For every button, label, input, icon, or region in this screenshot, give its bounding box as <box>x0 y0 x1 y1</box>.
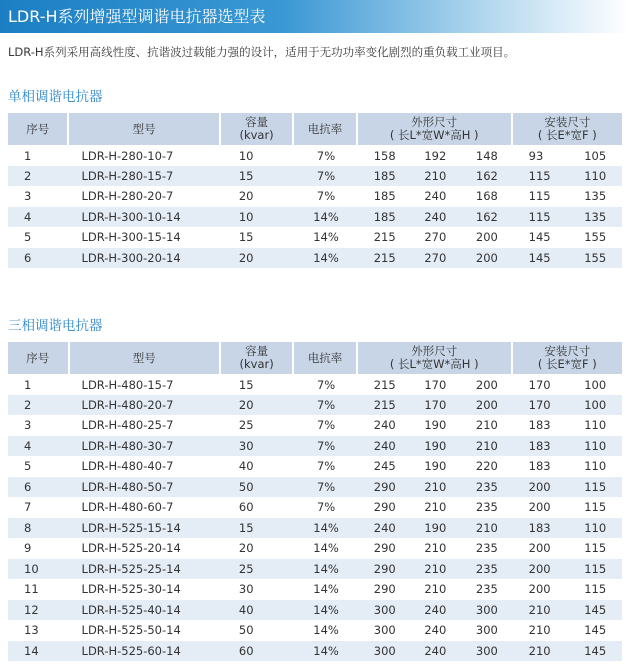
cell-length: 240 <box>358 518 410 539</box>
header-mounting-sub: ( 长E*宽F ) <box>537 357 597 371</box>
cell-capacity: 60 <box>221 641 294 662</box>
header-dimensions-label: 外形尺寸 <box>411 115 458 129</box>
cell-model: LDR-H-525-25-14 <box>70 559 221 580</box>
cell-mount-width: 145 <box>584 623 607 638</box>
cell-rate: 7% <box>316 500 336 515</box>
cell-index: 3 <box>24 418 32 433</box>
cell-capacity: 10 <box>221 207 294 228</box>
cell-capacity: 50 <box>238 623 254 638</box>
cell-capacity: 25 <box>221 559 294 580</box>
cell-width: 270 <box>424 230 447 245</box>
cell-rate: 7% <box>294 166 357 187</box>
cell-height: 235 <box>461 559 513 580</box>
cell-length: 215 <box>373 230 396 245</box>
cell-length: 290 <box>358 559 410 580</box>
cell-model: LDR-H-525-20-14 <box>81 541 181 556</box>
header-index: 序号 <box>8 342 70 374</box>
cell-capacity: 15 <box>221 518 294 539</box>
cell-length: 300 <box>358 641 410 662</box>
cell-rate: 7% <box>316 418 336 433</box>
header-capacity <box>221 113 294 145</box>
header-dimensions-sub: ( 长L*宽W*高H ) <box>389 357 479 371</box>
cell-mount-length: 200 <box>513 559 569 580</box>
three-phase-table <box>8 342 622 661</box>
cell-width: 210 <box>424 500 447 515</box>
cell-model: LDR-H-525-40-14 <box>70 600 221 621</box>
cell-mount-length: 115 <box>513 207 569 228</box>
cell-index: 8 <box>8 518 70 539</box>
cell-index: 6 <box>8 477 70 498</box>
cell-rate: 7% <box>316 189 336 204</box>
table-row <box>8 456 622 477</box>
cell-height: 220 <box>475 459 498 474</box>
cell-model: LDR-H-480-30-7 <box>70 436 221 457</box>
cell-model: LDR-H-525-60-14 <box>70 641 221 662</box>
cell-length: 215 <box>358 374 410 395</box>
cell-model: LDR-H-280-15-7 <box>69 166 220 187</box>
cell-length: 300 <box>358 600 410 621</box>
cell-rate: 14% <box>313 541 339 556</box>
cell-mount-width: 115 <box>568 559 622 580</box>
cell-length: 240 <box>373 418 396 433</box>
cell-mount-width: 110 <box>568 436 622 457</box>
cell-model: LDR-H-480-20-7 <box>70 395 221 416</box>
header-capacity-label: 容量 <box>245 115 269 129</box>
cell-model: LDR-H-525-30-14 <box>81 582 181 597</box>
cell-mount-length: 183 <box>528 418 551 433</box>
table-row <box>8 497 622 518</box>
cell-index: 1 <box>8 145 69 166</box>
cell-height: 200 <box>475 230 498 245</box>
cell-mount-width: 135 <box>568 207 622 228</box>
table-row <box>8 579 622 600</box>
cell-rate: 14% <box>294 207 357 228</box>
section-title-single-phase: 单相调谐电抗器 <box>8 89 103 105</box>
cell-mount-length: 183 <box>528 459 551 474</box>
cell-capacity: 50 <box>221 477 294 498</box>
cell-length: 185 <box>358 166 410 187</box>
cell-index: 10 <box>8 559 70 580</box>
cell-mount-width: 110 <box>584 459 607 474</box>
cell-rate: 7% <box>294 374 357 395</box>
table-row <box>8 248 622 269</box>
table-row <box>8 227 622 248</box>
single-phase-table <box>8 113 622 268</box>
header-dimensions-sub: ( 长L*宽W*高H ) <box>389 128 479 142</box>
cell-model: LDR-H-480-50-7 <box>70 477 221 498</box>
cell-width: 210 <box>410 166 462 187</box>
table-row <box>8 559 622 580</box>
cell-height: 200 <box>461 395 513 416</box>
cell-capacity: 40 <box>238 459 254 474</box>
header-mounting-label: 安装尺寸 <box>544 115 591 129</box>
cell-model: LDR-H-480-60-7 <box>81 500 174 515</box>
cell-height: 200 <box>461 374 513 395</box>
cell-rate: 7% <box>294 436 357 457</box>
cell-mount-length: 183 <box>513 436 569 457</box>
cell-index: 11 <box>24 582 39 597</box>
cell-mount-width: 115 <box>584 541 607 556</box>
cell-width: 190 <box>410 518 462 539</box>
cell-width: 210 <box>424 541 447 556</box>
cell-model: LDR-H-280-10-7 <box>69 145 220 166</box>
table-row <box>8 374 622 395</box>
cell-capacity: 30 <box>238 582 254 597</box>
cell-mount-width: 145 <box>568 600 622 621</box>
table-row <box>8 186 622 207</box>
header-model: 型号 <box>69 113 220 145</box>
cell-rate: 14% <box>294 559 357 580</box>
cell-index: 2 <box>8 395 70 416</box>
cell-mount-width: 155 <box>584 230 607 245</box>
cell-rate: 7% <box>294 145 357 166</box>
cell-capacity: 15 <box>221 374 294 395</box>
cell-mount-length: 200 <box>528 500 551 515</box>
cell-mount-length: 93 <box>513 145 569 166</box>
header-mounting-label: 安装尺寸 <box>544 344 591 358</box>
cell-height: 300 <box>461 600 513 621</box>
cell-mount-width: 145 <box>568 641 622 662</box>
cell-height: 210 <box>475 418 498 433</box>
cell-capacity: 25 <box>238 418 254 433</box>
cell-length: 290 <box>373 541 396 556</box>
cell-mount-length: 210 <box>513 641 569 662</box>
cell-width: 270 <box>410 248 462 269</box>
table-row <box>8 641 622 662</box>
cell-width: 240 <box>410 600 462 621</box>
cell-height: 300 <box>475 623 498 638</box>
cell-width: 192 <box>410 145 462 166</box>
cell-height: 200 <box>461 248 513 269</box>
cell-mount-length: 183 <box>513 518 569 539</box>
cell-model: LDR-H-300-15-14 <box>81 230 181 245</box>
header-dimensions <box>358 342 513 374</box>
header-capacity-unit: (kvar) <box>239 357 274 371</box>
table-row <box>8 207 622 228</box>
cell-mount-length: 145 <box>528 230 551 245</box>
cell-height: 162 <box>461 166 513 187</box>
cell-capacity: 30 <box>221 436 294 457</box>
cell-index: 1 <box>8 374 70 395</box>
cell-index: 14 <box>8 641 70 662</box>
cell-model: LDR-H-480-40-7 <box>81 459 174 474</box>
cell-index: 4 <box>8 436 70 457</box>
cell-rate: 14% <box>294 248 357 269</box>
table-row <box>8 538 622 559</box>
cell-length: 290 <box>373 500 396 515</box>
cell-mount-width: 100 <box>568 395 622 416</box>
cell-capacity: 20 <box>221 395 294 416</box>
cell-width: 210 <box>410 559 462 580</box>
cell-index: 2 <box>8 166 69 187</box>
cell-model: LDR-H-300-10-14 <box>69 207 220 228</box>
cell-rate: 14% <box>313 623 339 638</box>
cell-length: 158 <box>358 145 410 166</box>
table-row <box>8 166 622 187</box>
cell-length: 290 <box>358 477 410 498</box>
header-capacity-unit: (kvar) <box>239 128 274 142</box>
cell-mount-width: 115 <box>584 582 607 597</box>
cell-model: LDR-H-525-15-14 <box>70 518 221 539</box>
cell-width: 190 <box>424 459 447 474</box>
cell-rate: 7% <box>294 395 357 416</box>
cell-width: 240 <box>410 207 462 228</box>
cell-length: 215 <box>358 395 410 416</box>
cell-width: 190 <box>410 436 462 457</box>
header-mounting-sub: ( 长E*宽F ) <box>537 128 597 142</box>
cell-width: 170 <box>410 395 462 416</box>
cell-model: LDR-H-525-50-14 <box>81 623 181 638</box>
cell-mount-width: 110 <box>568 166 622 187</box>
table-header-row <box>8 113 622 145</box>
cell-rate: 7% <box>294 477 357 498</box>
cell-capacity: 20 <box>238 541 254 556</box>
cell-rate: 14% <box>313 582 339 597</box>
cell-mount-length: 200 <box>513 477 569 498</box>
cell-index: 12 <box>8 600 70 621</box>
cell-index: 9 <box>24 541 32 556</box>
cell-width: 190 <box>424 418 447 433</box>
cell-length: 185 <box>358 207 410 228</box>
cell-width: 210 <box>424 582 447 597</box>
cell-rate: 14% <box>313 230 339 245</box>
header-mounting <box>513 342 622 374</box>
cell-capacity: 20 <box>221 248 294 269</box>
description-text: LDR-H系列采用高线性度、抗谐波过载能力强的设计，适用于无功功率变化剧烈的重负载工业项目。 <box>8 45 516 59</box>
cell-height: 210 <box>461 518 513 539</box>
cell-width: 240 <box>424 623 447 638</box>
header-rate: 电抗率 <box>294 342 357 374</box>
cell-index: 5 <box>24 230 32 245</box>
cell-height: 168 <box>475 189 498 204</box>
cell-index: 6 <box>8 248 69 269</box>
cell-capacity: 10 <box>221 145 294 166</box>
cell-rate: 14% <box>294 600 357 621</box>
cell-capacity: 60 <box>238 500 254 515</box>
table-row <box>8 477 622 498</box>
cell-length: 185 <box>373 189 396 204</box>
cell-mount-length: 210 <box>528 623 551 638</box>
cell-index: 7 <box>24 500 32 515</box>
cell-height: 300 <box>461 641 513 662</box>
cell-mount-length: 200 <box>528 541 551 556</box>
cell-height: 162 <box>461 207 513 228</box>
header-capacity-label: 容量 <box>245 344 269 358</box>
cell-capacity: 15 <box>221 166 294 187</box>
cell-mount-length: 115 <box>513 166 569 187</box>
header-dimensions <box>358 113 513 145</box>
cell-rate: 7% <box>316 459 336 474</box>
cell-mount-length: 145 <box>513 248 569 269</box>
cell-width: 240 <box>410 641 462 662</box>
cell-mount-length: 210 <box>513 600 569 621</box>
table-row <box>8 600 622 621</box>
header-capacity <box>221 342 294 374</box>
cell-mount-width: 115 <box>584 500 607 515</box>
cell-width: 210 <box>410 477 462 498</box>
cell-width: 170 <box>410 374 462 395</box>
cell-mount-length: 200 <box>528 582 551 597</box>
cell-index: 5 <box>24 459 32 474</box>
section-title-three-phase: 三相调谐电抗器 <box>8 318 103 334</box>
cell-height: 235 <box>475 541 498 556</box>
header-dimensions-label: 外形尺寸 <box>411 344 458 358</box>
header-index: 序号 <box>8 113 69 145</box>
cell-mount-width: 135 <box>584 189 607 204</box>
cell-mount-width: 115 <box>568 477 622 498</box>
cell-rate: 14% <box>294 518 357 539</box>
cell-mount-length: 170 <box>513 374 569 395</box>
cell-model: LDR-H-300-20-14 <box>69 248 220 269</box>
page-title: LDR-H系列增强型调谐电抗器选型表 <box>8 7 266 26</box>
cell-height: 210 <box>461 436 513 457</box>
cell-mount-length: 170 <box>513 395 569 416</box>
header-model: 型号 <box>70 342 221 374</box>
cell-length: 300 <box>373 623 396 638</box>
cell-model: LDR-H-280-20-7 <box>81 189 174 204</box>
cell-capacity: 15 <box>238 230 254 245</box>
cell-length: 215 <box>358 248 410 269</box>
cell-width: 240 <box>424 189 447 204</box>
cell-height: 235 <box>475 582 498 597</box>
table-row <box>8 145 622 166</box>
cell-length: 290 <box>373 582 396 597</box>
title-bar <box>0 0 629 33</box>
cell-height: 235 <box>475 500 498 515</box>
cell-model: LDR-H-480-15-7 <box>70 374 221 395</box>
table-header-row <box>8 342 622 374</box>
cell-index: 13 <box>24 623 39 638</box>
header-mounting <box>513 113 622 145</box>
cell-capacity: 20 <box>238 189 254 204</box>
cell-mount-width: 155 <box>568 248 622 269</box>
cell-index: 3 <box>24 189 32 204</box>
cell-mount-width: 100 <box>568 374 622 395</box>
cell-height: 148 <box>461 145 513 166</box>
cell-mount-width: 105 <box>568 145 622 166</box>
cell-rate: 14% <box>294 641 357 662</box>
table-row <box>8 415 622 436</box>
table-row <box>8 518 622 539</box>
cell-model: LDR-H-480-25-7 <box>81 418 174 433</box>
table-row <box>8 436 622 457</box>
table-row <box>8 395 622 416</box>
cell-mount-width: 110 <box>568 518 622 539</box>
cell-mount-length: 115 <box>528 189 551 204</box>
cell-length: 240 <box>358 436 410 457</box>
table-row <box>8 620 622 641</box>
cell-index: 4 <box>8 207 69 228</box>
cell-capacity: 40 <box>221 600 294 621</box>
cell-mount-width: 110 <box>584 418 607 433</box>
cell-length: 245 <box>373 459 396 474</box>
header-rate: 电抗率 <box>294 113 357 145</box>
cell-height: 235 <box>461 477 513 498</box>
